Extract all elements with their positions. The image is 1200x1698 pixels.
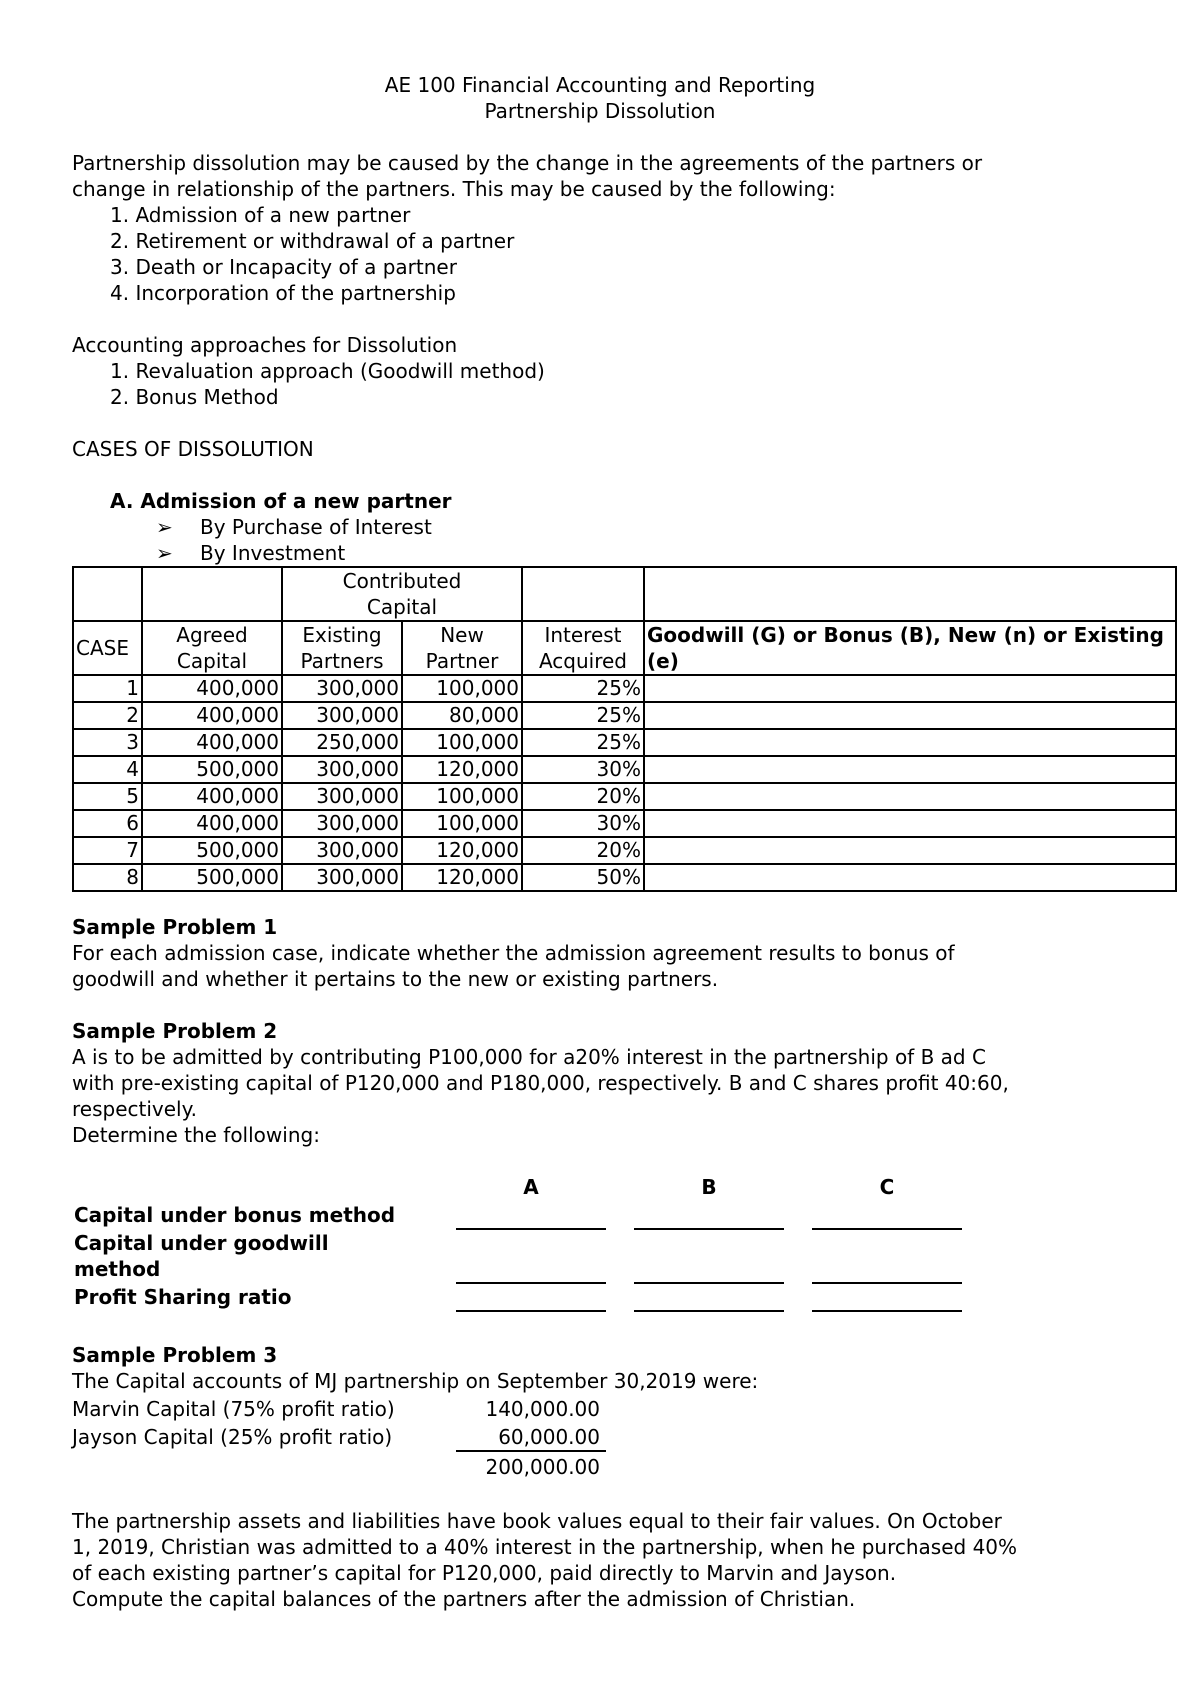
existing-partners-cell: 300,000 bbox=[282, 756, 402, 783]
existing-partners-cell: 300,000 bbox=[282, 864, 402, 891]
row-label-goodwill: Capital under goodwill bbox=[74, 1231, 329, 1255]
agreed-capital-cell: 400,000 bbox=[142, 702, 282, 729]
result-cell[interactable] bbox=[644, 756, 1176, 783]
cause-item: 1. Admission of a new partner bbox=[110, 203, 411, 227]
document-subtitle: Partnership Dissolution bbox=[484, 99, 716, 123]
interest-cell: 25% bbox=[522, 675, 644, 702]
case-number: 2 bbox=[73, 702, 142, 729]
new-partner-header: New Partner bbox=[402, 621, 522, 675]
agreed-capital-cell: 400,000 bbox=[142, 675, 282, 702]
row-label-bonus: Capital under bonus method bbox=[74, 1203, 396, 1227]
answer-blank-ratio-c[interactable] bbox=[812, 1310, 962, 1312]
existing-partners-cell: 250,000 bbox=[282, 729, 402, 756]
interest-cell: 50% bbox=[522, 864, 644, 891]
total-rule bbox=[456, 1450, 606, 1452]
new-partner-cell: 120,000 bbox=[402, 837, 522, 864]
new-partner-cell: 120,000 bbox=[402, 756, 522, 783]
interest-cell: 25% bbox=[522, 729, 644, 756]
new-partner-cell: 100,000 bbox=[402, 729, 522, 756]
case-number: 1 bbox=[73, 675, 142, 702]
table-row bbox=[73, 864, 1176, 891]
problem-2-text: respectively. bbox=[72, 1097, 197, 1121]
answer-blank-goodwill-a[interactable] bbox=[456, 1282, 606, 1284]
problem-1-text: goodwill and whether it pertains to the new or existing partners. bbox=[72, 967, 719, 991]
arrow-bullet-icon: ➢ bbox=[156, 541, 173, 565]
approach-item: 2. Bonus Method bbox=[110, 385, 279, 409]
answer-blank-goodwill-b[interactable] bbox=[634, 1282, 784, 1284]
existing-partners-cell: 300,000 bbox=[282, 837, 402, 864]
intro-line-2: change in relationship of the partners. This may be caused by the following: bbox=[72, 177, 836, 201]
approaches-heading: Accounting approaches for Dissolution bbox=[72, 333, 458, 357]
table-cell bbox=[73, 567, 142, 621]
result-cell[interactable] bbox=[644, 675, 1176, 702]
answer-blank-goodwill-c[interactable] bbox=[812, 1282, 962, 1284]
problem-3-intro: The Capital accounts of MJ partnership on September 30,2019 were: bbox=[72, 1369, 759, 1393]
problem-3-text: 1, 2019, Christian was admitted to a 40% interest in the partnership, when he purchased 40% bbox=[72, 1535, 1018, 1559]
case-number: 3 bbox=[73, 729, 142, 756]
interest-cell: 25% bbox=[522, 702, 644, 729]
account-total: 200,000.00 bbox=[485, 1455, 600, 1479]
problem-3-text: Compute the capital balances of the partners after the admission of Christian. bbox=[72, 1587, 856, 1611]
agreed-capital-cell: 500,000 bbox=[142, 756, 282, 783]
table-row bbox=[73, 702, 1176, 729]
new-partner-cell: 80,000 bbox=[402, 702, 522, 729]
intro-line-1: Partnership dissolution may be caused by the change in the agreements of the partners or bbox=[72, 151, 983, 175]
table-cell bbox=[644, 567, 1176, 621]
agreed-capital-header: Agreed Capital bbox=[142, 621, 282, 675]
problem-3-text: The partnership assets and liabilities have book values equal to their fair values. On October bbox=[72, 1509, 1002, 1533]
interest-cell: 20% bbox=[522, 783, 644, 810]
agreed-capital-cell: 500,000 bbox=[142, 837, 282, 864]
agreed-capital-cell: 400,000 bbox=[142, 810, 282, 837]
row-label-goodwill-cont: method bbox=[74, 1257, 161, 1281]
result-cell[interactable] bbox=[644, 837, 1176, 864]
case-number: 8 bbox=[73, 864, 142, 891]
table-cell bbox=[142, 567, 282, 621]
table-row bbox=[73, 837, 1176, 864]
existing-partners-cell: 300,000 bbox=[282, 675, 402, 702]
answer-blank-bonus-c[interactable] bbox=[812, 1228, 962, 1230]
account-amount: 60,000.00 bbox=[498, 1425, 600, 1449]
existing-partners-header: Existing Partners bbox=[282, 621, 402, 675]
answer-blank-ratio-b[interactable] bbox=[634, 1310, 784, 1312]
interest-cell: 20% bbox=[522, 837, 644, 864]
approach-item: 1. Revaluation approach (Goodwill method) bbox=[110, 359, 545, 383]
problem-3-heading: Sample Problem 3 bbox=[72, 1343, 278, 1367]
table-row bbox=[73, 756, 1176, 783]
problem-2-heading: Sample Problem 2 bbox=[72, 1019, 278, 1043]
cause-item: 2. Retirement or withdrawal of a partner bbox=[110, 229, 515, 253]
answer-blank-bonus-a[interactable] bbox=[456, 1228, 606, 1230]
existing-partners-cell: 300,000 bbox=[282, 783, 402, 810]
problem-3-text: of each existing partner’s capital for P120,000, paid directly to Marvin and Jayson. bbox=[72, 1561, 897, 1585]
case-number: 5 bbox=[73, 783, 142, 810]
account-label: Marvin Capital (75% profit ratio) bbox=[72, 1397, 395, 1421]
cases-heading: CASES OF DISSOLUTION bbox=[72, 437, 314, 461]
table-cell bbox=[522, 567, 644, 621]
account-amount: 140,000.00 bbox=[485, 1397, 600, 1421]
problem-1-heading: Sample Problem 1 bbox=[72, 915, 278, 939]
admission-bullet: By Investment bbox=[200, 541, 346, 565]
agreed-capital-cell: 500,000 bbox=[142, 864, 282, 891]
column-header-b: B bbox=[701, 1175, 717, 1199]
existing-partners-cell: 300,000 bbox=[282, 702, 402, 729]
result-cell[interactable] bbox=[644, 702, 1176, 729]
table-row bbox=[73, 729, 1176, 756]
answer-blank-ratio-a[interactable] bbox=[456, 1310, 606, 1312]
row-label-profit-ratio: Profit Sharing ratio bbox=[74, 1285, 292, 1309]
case-number: 4 bbox=[73, 756, 142, 783]
cause-item: 4. Incorporation of the partnership bbox=[110, 281, 456, 305]
cases-table bbox=[72, 566, 1177, 892]
admission-bullet: By Purchase of Interest bbox=[200, 515, 432, 539]
account-label: Jayson Capital (25% profit ratio) bbox=[72, 1425, 393, 1449]
document-title: AE 100 Financial Accounting and Reporting bbox=[384, 73, 816, 97]
new-partner-cell: 100,000 bbox=[402, 675, 522, 702]
table-header-row bbox=[73, 621, 1176, 675]
interest-cell: 30% bbox=[522, 810, 644, 837]
agreed-capital-cell: 400,000 bbox=[142, 783, 282, 810]
table-group-header-row bbox=[73, 567, 1176, 621]
result-header: Goodwill (G) or Bonus (B), New (n) or Existing (e) bbox=[644, 621, 1176, 675]
problem-2-text: Determine the following: bbox=[72, 1123, 320, 1147]
new-partner-cell: 120,000 bbox=[402, 864, 522, 891]
arrow-bullet-icon: ➢ bbox=[156, 515, 173, 539]
interest-acquired-header: Interest Acquired bbox=[522, 621, 644, 675]
result-cell[interactable] bbox=[644, 783, 1176, 810]
new-partner-cell: 100,000 bbox=[402, 810, 522, 837]
answer-blank-bonus-b[interactable] bbox=[634, 1228, 784, 1230]
result-cell[interactable] bbox=[644, 729, 1176, 756]
column-header-a: A bbox=[523, 1175, 539, 1199]
table-row bbox=[73, 675, 1176, 702]
cause-item: 3. Death or Incapacity of a partner bbox=[110, 255, 457, 279]
problem-2-text: A is to be admitted by contributing P100,000 for a20% interest in the partnership of B ad C bbox=[72, 1045, 986, 1069]
case-header: CASE bbox=[73, 621, 142, 675]
case-number: 7 bbox=[73, 837, 142, 864]
case-number: 6 bbox=[73, 810, 142, 837]
table-row bbox=[73, 810, 1176, 837]
new-partner-cell: 100,000 bbox=[402, 783, 522, 810]
table-row bbox=[73, 783, 1176, 810]
result-cell[interactable] bbox=[644, 810, 1176, 837]
column-header-c: C bbox=[879, 1175, 895, 1199]
contributed-capital-header: Contributed Capital bbox=[282, 567, 522, 621]
problem-2-text: with pre-existing capital of P120,000 and P180,000, respectively. B and C shares profit 40:60, bbox=[72, 1071, 1009, 1095]
agreed-capital-cell: 400,000 bbox=[142, 729, 282, 756]
result-cell[interactable] bbox=[644, 864, 1176, 891]
problem-1-text: For each admission case, indicate whether the admission agreement results to bonus of bbox=[72, 941, 955, 965]
admission-heading: A. Admission of a new partner bbox=[110, 489, 452, 513]
interest-cell: 30% bbox=[522, 756, 644, 783]
existing-partners-cell: 300,000 bbox=[282, 810, 402, 837]
